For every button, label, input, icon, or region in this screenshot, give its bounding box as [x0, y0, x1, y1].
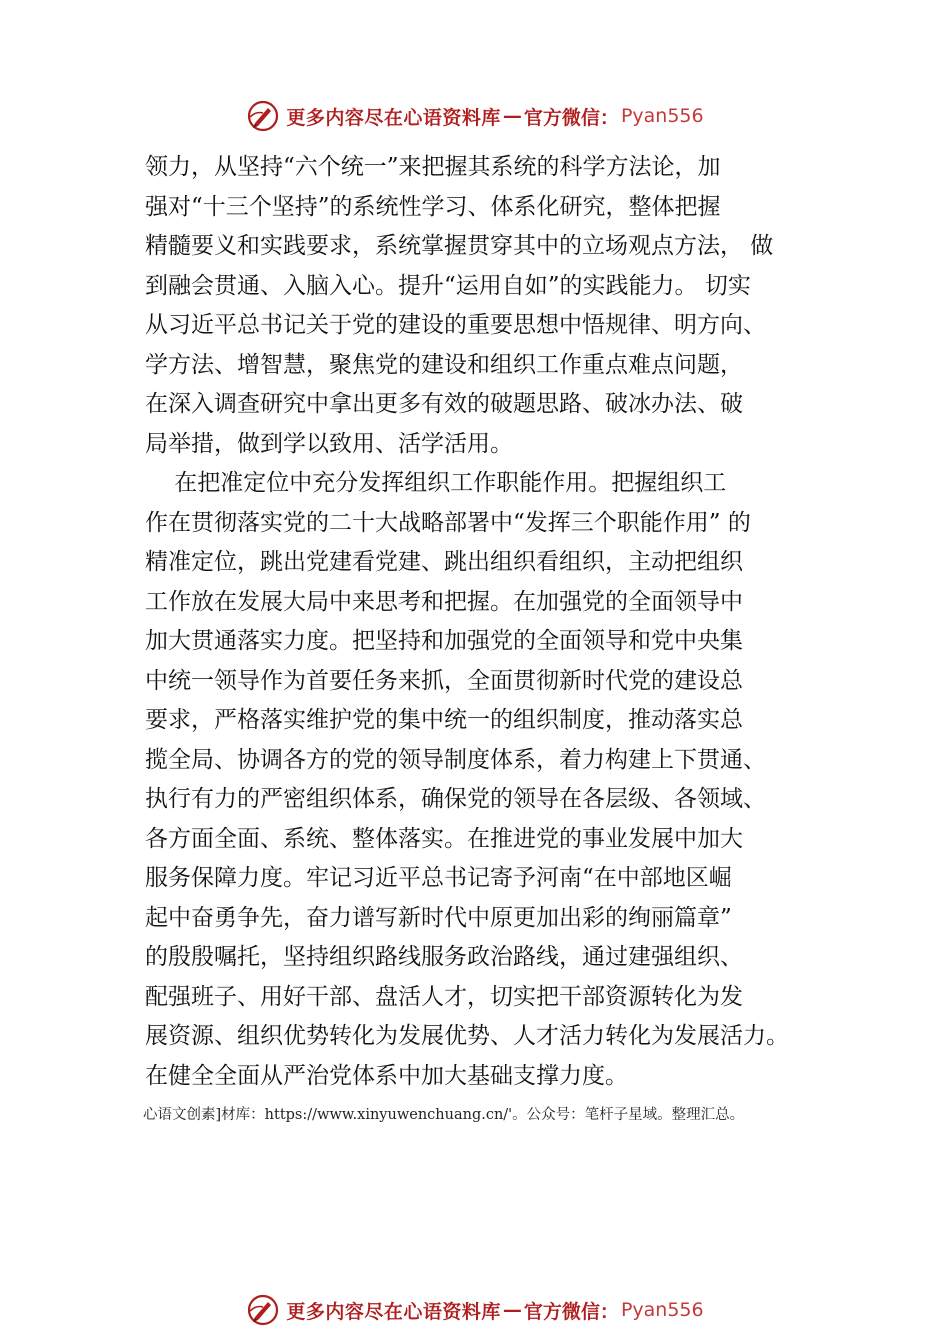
text-line: 精准定位，跳出党建看党建、跳出组织看组织，主动把组织 — [145, 549, 743, 575]
text-line: 配强班子、用好干部、盘活人才，切实把干部资源转化为发 — [145, 983, 743, 1010]
text-line: 揽全局、协调各方的党的领导制度体系，着力构建上下贯通、 — [145, 746, 766, 773]
text-line: 从习近平总书记关于党的建设的重要思想中悟规律、明方向、 — [145, 312, 766, 338]
banner-dash: — — [502, 105, 522, 127]
source-note: 心语文创素]材库：https://www.xinyuwenchuang.cn/'。公众号：笔杆子星域。整理汇总。 — [143, 1107, 745, 1123]
text-line: 展资源、组织优势转化为发展优势、人才活力转化为发展活力。 — [145, 1023, 789, 1049]
text-line: 起中奋勇争先，奋力谱写新时代中原更加出彩的绚丽篇章” — [145, 904, 732, 931]
text-line: 执行有力的严密组织体系，确保党的领导在各层级、各领域、 — [145, 786, 766, 812]
text-line: 服务保障力度。牢记习近平总书记寄予河南“在中部地区崛 — [145, 865, 732, 891]
text-line: 各方面全面、系统、整体落实。在推进党的事业发展中加大 — [145, 825, 743, 852]
text-line: 要求，严格落实维护党的集中统一的组织制度，推动落实总 — [145, 707, 743, 733]
document-body — [145, 148, 845, 1096]
header-banner — [0, 94, 950, 138]
banner-main-text: 更多内容尽在心语资料库 — [286, 106, 501, 129]
text-line: 在健全全面从严治党体系中加大基础支撑力度。 — [145, 1062, 628, 1089]
text-line: 精髓要义和实践要求，系统掌握贯穿其中的立场观点方法， 做 — [145, 233, 774, 259]
text-line: 到融会贯通、入脑入心。提升“运用自如”的实践能力。 切实 — [145, 272, 751, 299]
banner-wechat-id: Pyan556 — [620, 105, 704, 127]
text-line: 在深入调查研究中拿出更多有效的破题思路、破冰办法、破 — [145, 391, 743, 417]
text-line: 的殷殷嘱托，坚持组织路线服务政治路线，通过建强组织、 — [145, 944, 743, 970]
text-line: 学方法、增智慧，聚焦党的建设和组织工作重点难点问题， — [145, 351, 743, 378]
text-line: 加大贯通落实力度。把坚持和加强党的全面领导和党中央集 — [145, 628, 743, 654]
text-line: 中统一领导作为首要任务来抓，全面贯彻新时代党的建设总 — [145, 667, 743, 694]
banner-wechat-label: 官方微信： — [523, 106, 619, 129]
text-line: 局举措，做到学以致用、活学活用。 — [145, 430, 513, 457]
banner-wechat-label: 官方微信： — [523, 1300, 619, 1323]
text-line: 作在贯彻落实党的二十大战略部署中“发挥三个职能作用” 的 — [145, 509, 751, 536]
footer-banner — [0, 1288, 950, 1332]
text-line: 在把准定位中充分发挥组织工作职能作用。把握组织工 — [145, 470, 727, 496]
text-line: 工作放在发展大局中来思考和把握。在加强党的全面领导中 — [145, 588, 743, 615]
text-line: 领力，从坚持“六个统一”来把握其系统的科学方法论，加 — [145, 154, 721, 180]
text-line: 强对“十三个坚持”的系统性学习、体系化研究，整体把握 — [145, 193, 721, 220]
banner-main-text: 更多内容尽在心语资料库 — [286, 1300, 501, 1323]
pen-logo-icon — [246, 1293, 280, 1327]
banner-wechat-id: Pyan556 — [620, 1299, 704, 1321]
banner-dash: — — [502, 1299, 522, 1321]
pen-logo-icon — [246, 99, 280, 133]
